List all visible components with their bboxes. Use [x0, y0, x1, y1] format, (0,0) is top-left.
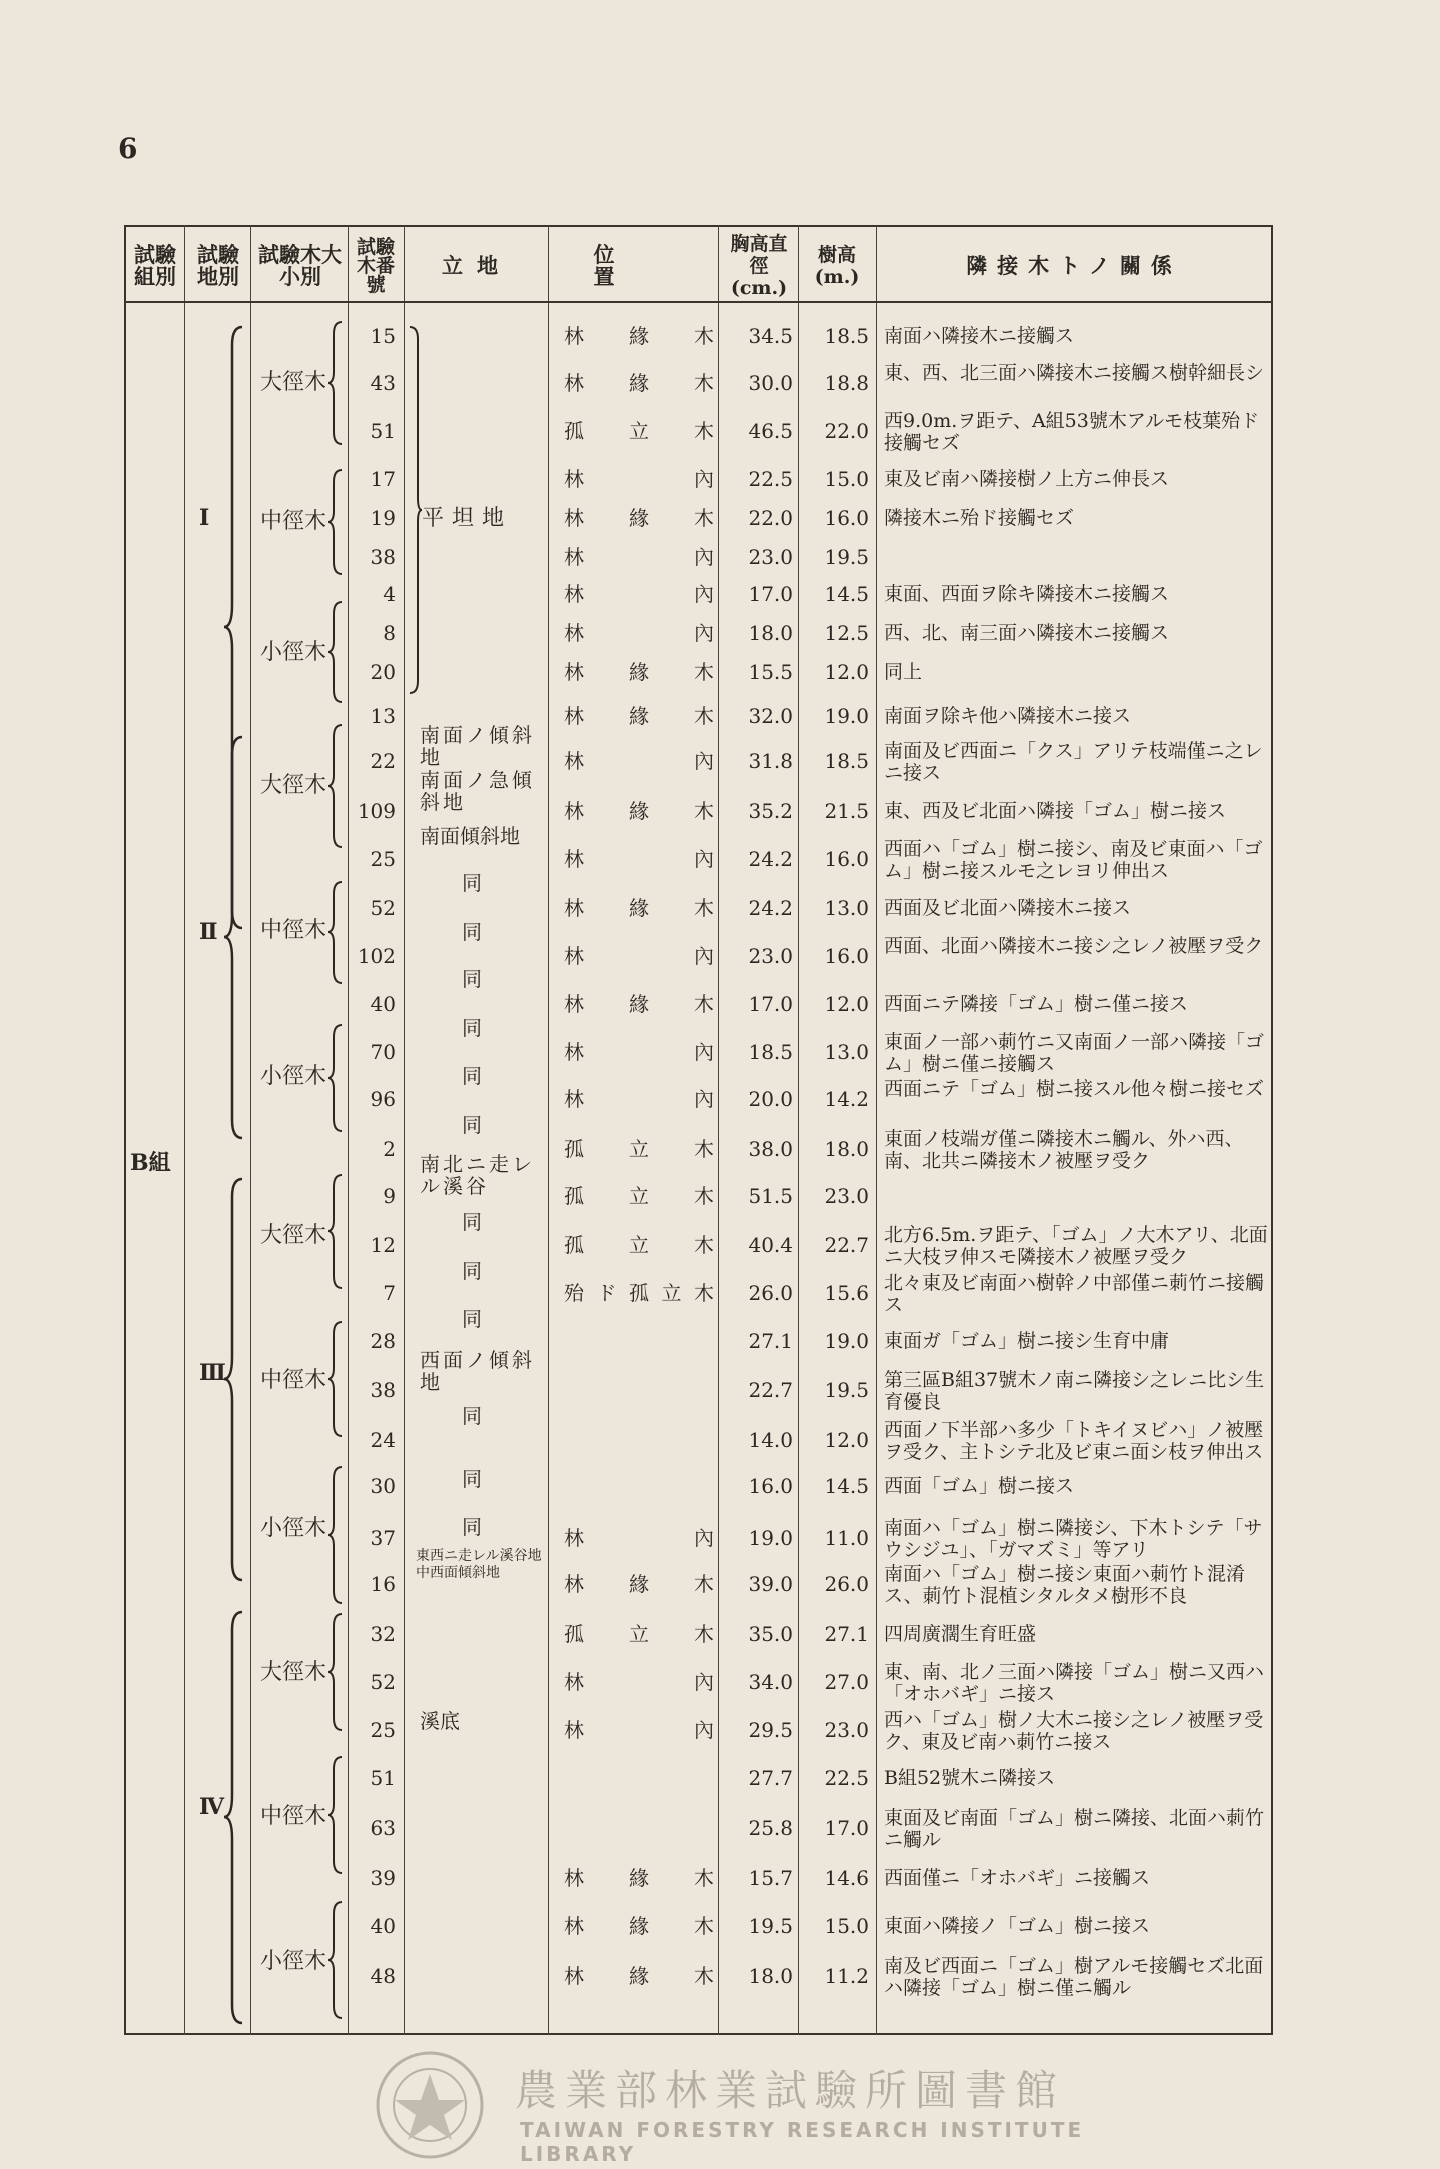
tree-height: 15.0 — [824, 467, 869, 491]
tree-number: 39 — [370, 1866, 396, 1890]
neighbor-relation: 東面及ビ南面「ゴム」樹ニ隣接、北面ハ莿竹ニ觸ル — [884, 1807, 1265, 1851]
tree-position: 林緣木 — [564, 1572, 714, 1596]
breast-height-diameter: 17.0 — [748, 992, 793, 1016]
column-divider — [404, 225, 405, 2035]
site-brace-2 — [222, 735, 246, 1140]
tree-height: 22.7 — [824, 1233, 869, 1257]
tree-position: 林內 — [564, 1087, 714, 1111]
tree-number: 102 — [357, 944, 396, 968]
tree-position: 林緣木 — [564, 324, 714, 348]
tree-height: 14.6 — [824, 1866, 869, 1890]
size-label: 中徑木 — [260, 509, 327, 534]
tree-height: 21.5 — [824, 799, 869, 823]
header-height: 樹高(m.) — [814, 244, 860, 288]
size-brace — [326, 320, 346, 446]
neighbor-relation: 南面ハ隣接木ニ接觸ス — [884, 325, 1075, 347]
neighbor-relation: 東面ノ枝端ガ僅ニ隣接木ニ觸ル、外ハ西、南、北共ニ隣接木ノ被壓ヲ受ク — [884, 1128, 1244, 1172]
breast-height-diameter: 25.8 — [748, 1816, 793, 1840]
neighbor-relation: 西面「ゴム」樹ニ接ス — [884, 1475, 1075, 1497]
terrain-same: 同 — [462, 920, 482, 944]
tree-height: 18.0 — [824, 1137, 869, 1161]
breast-height-diameter: 24.2 — [748, 847, 793, 871]
size-label: 大徑木 — [260, 1223, 327, 1248]
tree-height: 14.5 — [824, 1474, 869, 1498]
tree-height: 16.0 — [824, 847, 869, 871]
breast-height-diameter: 22.5 — [748, 467, 793, 491]
size-brace — [326, 600, 346, 704]
tree-number: 15 — [370, 324, 396, 348]
tree-number: 38 — [370, 1378, 396, 1402]
size-label: 小徑木 — [260, 1516, 327, 1541]
neighbor-relation: 東面ガ「ゴム」樹ニ接シ生育中庸 — [884, 1330, 1170, 1352]
terrain-same: 同 — [462, 1515, 482, 1539]
breast-height-diameter: 23.0 — [748, 944, 793, 968]
terrain-valley-floor: 溪底 — [420, 1709, 460, 1733]
size-brace — [326, 1023, 346, 1133]
size-brace — [326, 723, 346, 849]
tree-height: 15.0 — [824, 1914, 869, 1938]
terrain-same: 同 — [462, 1113, 482, 1137]
breast-height-diameter: 19.0 — [748, 1526, 793, 1550]
size-brace — [326, 468, 346, 576]
tree-height: 18.8 — [824, 371, 869, 395]
tree-position: 林內 — [564, 1526, 714, 1550]
column-divider — [718, 225, 719, 2035]
terrain-same: 同 — [462, 1404, 482, 1428]
tree-number: 24 — [370, 1428, 396, 1452]
tree-position: 孤立木 — [564, 1137, 714, 1161]
breast-height-diameter: 34.0 — [748, 1670, 793, 1694]
breast-height-diameter: 35.0 — [748, 1622, 793, 1646]
header-group: 試驗組別 — [134, 242, 176, 289]
breast-height-diameter: 23.0 — [748, 545, 793, 569]
neighbor-relation: 東、西、北三面ハ隣接木ニ接觸ス樹幹細長シ — [884, 362, 1265, 384]
tree-number: 52 — [370, 1670, 396, 1694]
tree-number: 96 — [370, 1087, 396, 1111]
site-label-2: Ⅱ — [199, 919, 218, 945]
terrain-ns-valley: 南北ニ走レル溪谷 — [420, 1152, 535, 1198]
neighbor-relation: 西面ニテ隣接「ゴム」樹ニ僅ニ接ス — [884, 993, 1189, 1015]
tree-number: 2 — [383, 1137, 396, 1161]
breast-height-diameter: 22.7 — [748, 1378, 793, 1402]
site-label-4: Ⅳ — [199, 1794, 224, 1820]
breast-height-diameter: 27.7 — [748, 1766, 793, 1790]
header-site: 試驗地別 — [197, 242, 239, 289]
tree-number: 28 — [370, 1329, 396, 1353]
terrain-w-incline: 西面ノ傾斜地 — [420, 1348, 535, 1394]
tree-number: 40 — [370, 1914, 396, 1938]
tree-position: 孤立木 — [564, 1184, 714, 1208]
terrain-same: 同 — [462, 1467, 482, 1491]
breast-height-diameter: 15.5 — [748, 660, 793, 684]
size-label: 小徑木 — [260, 640, 327, 665]
library-name-en: TAIWAN FORESTRY RESEARCH INSTITUTE LIBRARY — [520, 2118, 1085, 2166]
breast-height-diameter: 18.0 — [748, 621, 793, 645]
tree-position: 林緣木 — [564, 1866, 714, 1890]
size-label: 大徑木 — [260, 773, 327, 798]
site-brace-3 — [222, 1177, 246, 1582]
tree-height: 27.1 — [824, 1622, 869, 1646]
tree-position: 林緣木 — [564, 371, 714, 395]
tree-height: 19.0 — [824, 1329, 869, 1353]
breast-height-diameter: 40.4 — [748, 1233, 793, 1257]
neighbor-relation: 南及ビ西面ニ「ゴム」樹アルモ接觸セズ北面ハ隣接「ゴム」樹ニ僅ニ觸ル — [884, 1955, 1264, 1999]
tree-number: 17 — [370, 467, 396, 491]
tree-position: 林內 — [564, 582, 714, 606]
tree-height: 18.5 — [824, 324, 869, 348]
neighbor-relation: 東、南、北ノ三面ハ隣接「ゴム」樹ニ又西ハ「オホバギ」ニ接ス — [884, 1661, 1265, 1705]
tree-height: 13.0 — [824, 896, 869, 920]
tree-number: 48 — [370, 1964, 396, 1988]
terrain-same: 同 — [462, 1064, 482, 1088]
size-label: 小徑木 — [260, 1064, 327, 1089]
neighbor-relation: 北々東及ビ南面ハ樹幹ノ中部僅ニ莿竹ニ接觸ス — [884, 1272, 1265, 1316]
neighbor-relation: 西面ノ下半部ハ多少「トキイヌビハ」ノ被壓ヲ受ク、主トシテ北及ビ東ニ面シ枝ヲ伸出ス — [884, 1419, 1264, 1463]
tree-number: 51 — [370, 419, 396, 443]
tree-number: 52 — [370, 896, 396, 920]
breast-height-diameter: 31.8 — [748, 749, 793, 773]
tree-number: 70 — [370, 1040, 396, 1064]
tree-number: 25 — [370, 1718, 396, 1742]
size-brace — [326, 1320, 346, 1438]
tree-position: 林內 — [564, 545, 714, 569]
site-brace-4 — [222, 1610, 246, 2025]
neighbor-relation: 南面ハ「ゴム」樹ニ隣接シ、下木トシテ「サウシジユ」、「ガマズミ」等アリ — [884, 1517, 1263, 1561]
header-relation: 隣接木トノ關係 — [966, 253, 1182, 278]
neighbor-relation: 西9.0m.ヲ距テ、A組53號木アルモ枝葉殆ド接觸セズ — [884, 410, 1260, 454]
breast-height-diameter: 16.0 — [748, 1474, 793, 1498]
tree-height: 26.0 — [824, 1572, 869, 1596]
breast-height-diameter: 38.0 — [748, 1137, 793, 1161]
breast-height-diameter: 18.0 — [748, 1964, 793, 1988]
size-brace — [326, 880, 346, 985]
tree-number: 40 — [370, 992, 396, 1016]
tree-number: 9 — [383, 1184, 396, 1208]
neighbor-relation: 第三區B組37號木ノ南ニ隣接シ之レニ比シ生育優良 — [884, 1369, 1265, 1413]
header-size: 試驗木大小別 — [258, 242, 342, 289]
library-name-zh: 農業部林業試驗所圖書館 — [515, 2066, 1066, 2115]
tree-number: 12 — [370, 1233, 396, 1257]
library-seal-icon — [375, 2050, 485, 2160]
neighbor-relation: 東面ハ隣接ノ「ゴム」樹ニ接ス — [884, 1915, 1151, 1937]
tree-position: 林緣木 — [564, 992, 714, 1016]
column-divider — [184, 225, 185, 2035]
size-label: 中徑木 — [260, 918, 327, 943]
tree-position: 林內 — [564, 944, 714, 968]
breast-height-diameter: 17.0 — [748, 582, 793, 606]
data-table — [124, 225, 1273, 2035]
neighbor-relation: 同上 — [884, 661, 923, 683]
tree-number: 20 — [370, 660, 396, 684]
size-brace — [326, 1755, 346, 1875]
neighbor-relation: 南面ヲ除キ他ハ隣接木ニ接ス — [884, 705, 1132, 727]
tree-height: 12.0 — [824, 992, 869, 1016]
tree-position: 孤立木 — [564, 419, 714, 443]
header-terrain: 立地 — [442, 253, 512, 278]
neighbor-relation: 西面、北面ハ隣接木ニ接シ之レノ被壓ヲ受ク — [884, 935, 1264, 957]
tree-position: 林緣木 — [564, 799, 714, 823]
breast-height-diameter: 39.0 — [748, 1572, 793, 1596]
tree-number: 7 — [383, 1281, 396, 1305]
size-label: 大徑木 — [260, 370, 327, 395]
size-label: 中徑木 — [260, 1804, 327, 1829]
tree-position: 林內 — [564, 749, 714, 773]
breast-height-diameter: 51.5 — [748, 1184, 793, 1208]
tree-height: 11.2 — [824, 1964, 869, 1988]
terrain-flat: 平坦地 — [422, 506, 513, 531]
size-brace — [326, 1900, 346, 2020]
breast-height-diameter: 15.7 — [748, 1866, 793, 1890]
tree-height: 19.5 — [824, 1378, 869, 1402]
breast-height-diameter: 22.0 — [748, 506, 793, 530]
tree-height: 11.0 — [824, 1526, 869, 1550]
terrain-s-steep: 南面ノ急傾斜地 — [420, 768, 535, 814]
breast-height-diameter: 46.5 — [748, 419, 793, 443]
size-label: 小徑木 — [260, 1949, 327, 1974]
tree-number: 32 — [370, 1622, 396, 1646]
tree-number: 51 — [370, 1766, 396, 1790]
breast-height-diameter: 29.5 — [748, 1718, 793, 1742]
tree-position: 林內 — [564, 1718, 714, 1742]
tree-height: 16.0 — [824, 506, 869, 530]
neighbor-relation: 東、西及ビ北面ハ隣接「ゴム」樹ニ接ス — [884, 800, 1227, 822]
size-brace — [326, 1612, 346, 1732]
library-watermark — [375, 2050, 1175, 2166]
tree-number: 16 — [370, 1572, 396, 1596]
neighbor-relation: 北方6.5m.ヲ距テ、「ゴム」ノ大木アリ、北面ニ大枝ヲ伸スモ隣接木ノ被壓ヲ受ク — [884, 1224, 1268, 1268]
site-label-1: Ⅰ — [199, 505, 210, 531]
tree-height: 23.0 — [824, 1184, 869, 1208]
terrain-same: 同 — [462, 871, 482, 895]
neighbor-relation: 東面ノ一部ハ莿竹ニ又南面ノ一部ハ隣接「ゴム」樹ニ僅ニ接觸ス — [884, 1031, 1265, 1075]
tree-position: 林緣木 — [564, 896, 714, 920]
terrain-ew-valley: 東西ニ走レル溪谷地中西面傾斜地 — [416, 1548, 542, 1581]
terrain-s-face: 南面傾斜地 — [420, 824, 520, 848]
tree-number: 4 — [383, 582, 396, 606]
tree-number: 63 — [370, 1816, 396, 1840]
tree-number: 109 — [357, 799, 396, 823]
tree-height: 19.5 — [824, 545, 869, 569]
size-label: 中徑木 — [260, 1368, 327, 1393]
tree-height: 12.0 — [824, 1428, 869, 1452]
tree-height: 12.5 — [824, 621, 869, 645]
tree-number: 13 — [370, 704, 396, 728]
header-rule — [124, 301, 1273, 303]
tree-height: 17.0 — [824, 1816, 869, 1840]
tree-position: 林內 — [564, 1670, 714, 1694]
breast-height-diameter: 34.5 — [748, 324, 793, 348]
breast-height-diameter: 19.5 — [748, 1914, 793, 1938]
column-divider — [348, 225, 349, 2035]
header-dbh: 胸高直徑(cm.) — [730, 233, 788, 299]
neighbor-relation: 西面及ビ北面ハ隣接木ニ接ス — [884, 897, 1132, 919]
tree-position: 林緣木 — [564, 1914, 714, 1938]
size-label: 大徑木 — [260, 1660, 327, 1685]
tree-position: 殆ド孤立木 — [564, 1281, 714, 1305]
tree-number: 19 — [370, 506, 396, 530]
breast-height-diameter: 24.2 — [748, 896, 793, 920]
neighbor-relation: 南面及ビ西面ニ「クス」アリテ枝端僅ニ之レニ接ス — [884, 740, 1263, 784]
tree-position: 林緣木 — [564, 660, 714, 684]
tree-position: 林內 — [564, 467, 714, 491]
size-brace — [326, 1465, 346, 1605]
tree-position: 林緣木 — [564, 1964, 714, 1988]
tree-position: 林緣木 — [564, 506, 714, 530]
neighbor-relation: 四周廣濶生育旺盛 — [884, 1623, 1037, 1645]
tree-height: 14.2 — [824, 1087, 869, 1111]
tree-position: 孤立木 — [564, 1622, 714, 1646]
tree-height: 27.0 — [824, 1670, 869, 1694]
tree-height: 15.6 — [824, 1281, 869, 1305]
terrain-s-incline: 南面ノ傾斜地 — [420, 723, 535, 769]
page-number: 6 — [118, 132, 138, 165]
tree-number: 37 — [370, 1526, 396, 1550]
header-tree-no: 試驗木番號 — [356, 235, 395, 296]
breast-height-diameter: 30.0 — [748, 371, 793, 395]
terrain-same: 同 — [462, 1307, 482, 1331]
tree-height: 23.0 — [824, 1718, 869, 1742]
tree-height: 19.0 — [824, 704, 869, 728]
column-divider — [798, 225, 799, 2035]
neighbor-relation: 隣接木ニ殆ド接觸セズ — [884, 507, 1075, 529]
tree-height: 14.5 — [824, 582, 869, 606]
breast-height-diameter: 27.1 — [748, 1329, 793, 1353]
tree-position: 林緣木 — [564, 704, 714, 728]
neighbor-relation: 東面、西面ヲ除キ隣接木ニ接觸ス — [884, 583, 1170, 605]
tree-height: 22.5 — [824, 1766, 869, 1790]
tree-position: 林內 — [564, 847, 714, 871]
group-label: B組 — [130, 1150, 171, 1176]
tree-number: 38 — [370, 545, 396, 569]
tree-height: 16.0 — [824, 944, 869, 968]
neighbor-relation: 西面ハ「ゴム」樹ニ接シ、南及ビ東面ハ「ゴム」樹ニ接スルモ之レヨリ伸出ス — [884, 838, 1263, 882]
tree-number: 30 — [370, 1474, 396, 1498]
terrain-same: 同 — [462, 1259, 482, 1283]
tree-position: 林內 — [564, 621, 714, 645]
breast-height-diameter: 18.5 — [748, 1040, 793, 1064]
tree-height: 18.5 — [824, 749, 869, 773]
tree-number: 22 — [370, 749, 396, 773]
breast-height-diameter: 35.2 — [748, 799, 793, 823]
site-label-3: Ⅲ — [199, 1360, 226, 1386]
breast-height-diameter: 26.0 — [748, 1281, 793, 1305]
tree-position: 孤立木 — [564, 1233, 714, 1257]
tree-number: 43 — [370, 371, 396, 395]
tree-height: 22.0 — [824, 419, 869, 443]
breast-height-diameter: 32.0 — [748, 704, 793, 728]
size-brace — [326, 1173, 346, 1290]
column-divider — [876, 225, 877, 2035]
breast-height-diameter: 20.0 — [748, 1087, 793, 1111]
tree-position: 林內 — [564, 1040, 714, 1064]
terrain-same: 同 — [462, 1016, 482, 1040]
column-divider — [250, 225, 251, 2035]
breast-height-diameter: 14.0 — [748, 1428, 793, 1452]
tree-height: 12.0 — [824, 660, 869, 684]
neighbor-relation: 西ハ「ゴム」樹ノ大木ニ接シ之レノ被壓ヲ受ク、東及ビ南ハ莿竹ニ接ス — [884, 1709, 1264, 1753]
neighbor-relation: 西面僅ニ「オホバギ」ニ接觸ス — [884, 1867, 1151, 1889]
tree-number: 8 — [383, 621, 396, 645]
terrain-same: 同 — [462, 1210, 482, 1234]
column-divider — [548, 225, 549, 2035]
neighbor-relation: 西面ニテ「ゴム」樹ニ接スル他々樹ニ接セズ — [884, 1078, 1265, 1100]
header-position: 位置 — [593, 242, 675, 289]
neighbor-relation: B組52號木ニ隣接ス — [884, 1767, 1056, 1789]
terrain-same: 同 — [462, 967, 482, 991]
tree-height: 13.0 — [824, 1040, 869, 1064]
tree-number: 25 — [370, 847, 396, 871]
neighbor-relation: 南面ハ「ゴム」樹ニ接シ東面ハ莿竹ト混淆ス、莿竹ト混植シタルタメ樹形不良 — [884, 1563, 1246, 1607]
neighbor-relation: 東及ビ南ハ隣接樹ノ上方ニ伸長ス — [884, 468, 1170, 490]
neighbor-relation: 西、北、南三面ハ隣接木ニ接觸ス — [884, 622, 1170, 644]
